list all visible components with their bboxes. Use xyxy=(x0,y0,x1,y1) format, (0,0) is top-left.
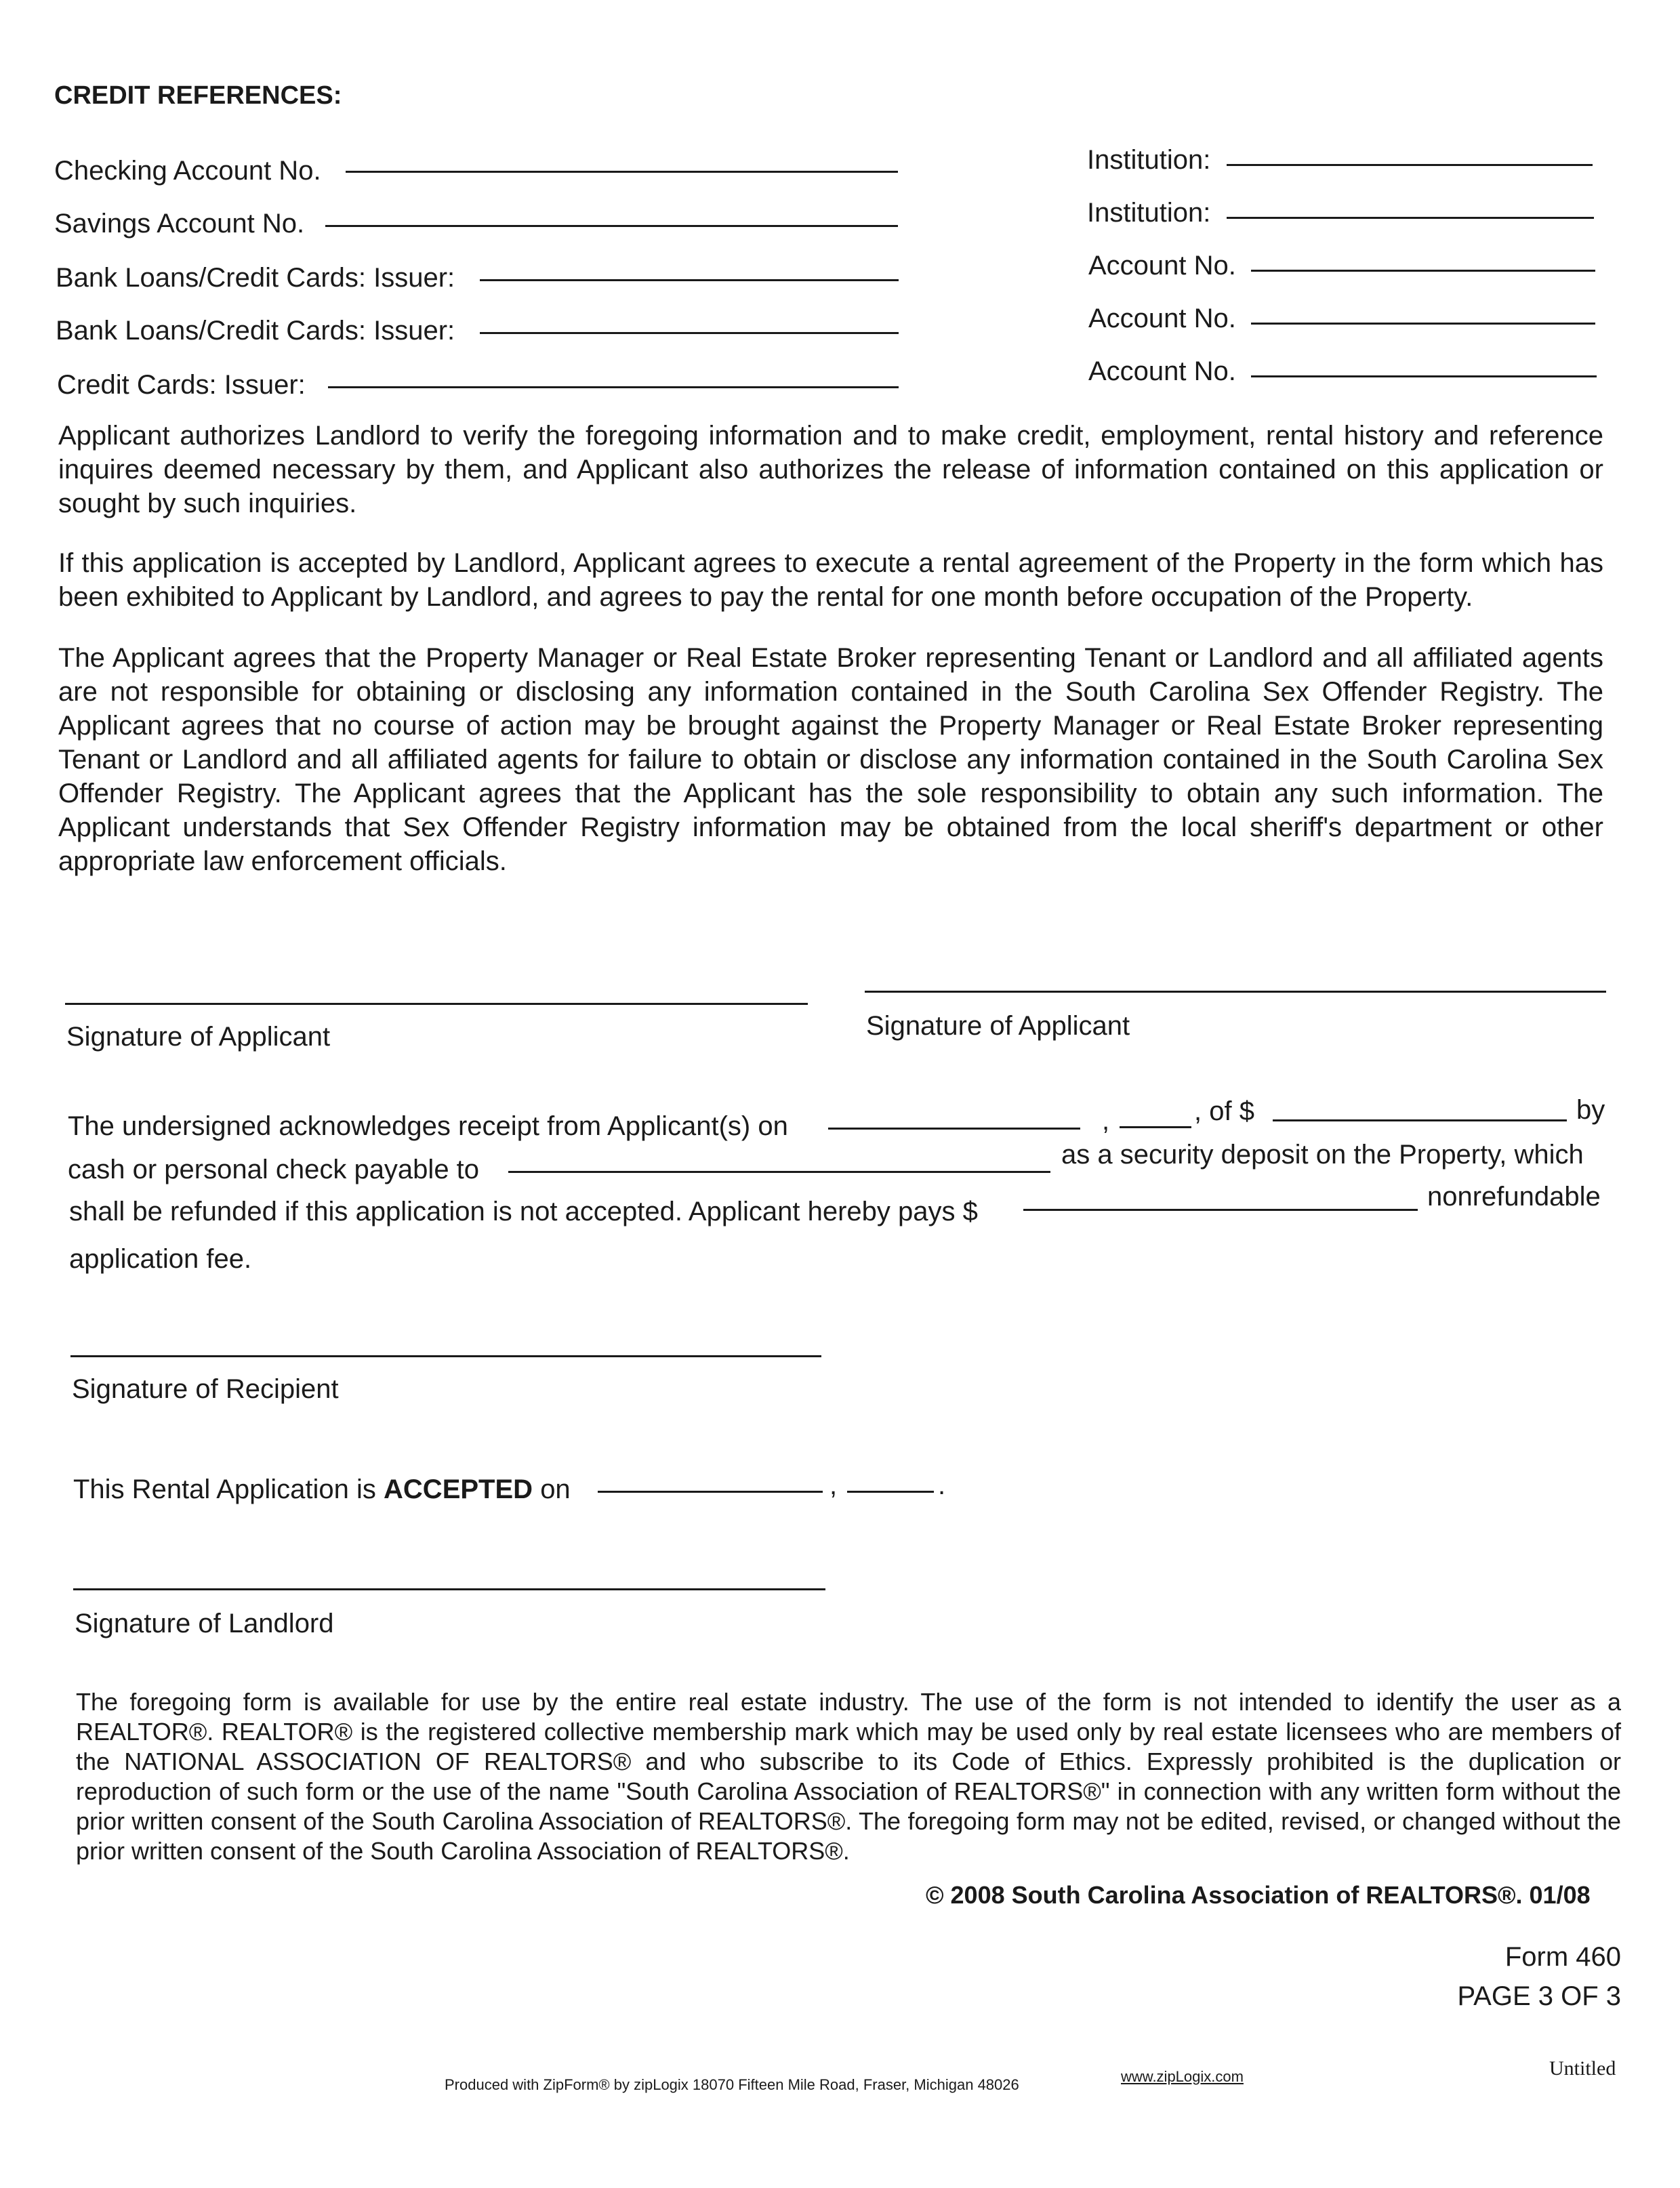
disclaimer-paragraph: The foregoing form is available for use by the entire real estate industry. The use of the form is not intended to identify the user as a REALTOR®. REALTOR® is the registered collective membership mark which may be used only by real estate licensees who are members of the NATIONAL ASSOCIATION OF REALTORS® and who subscribe to its Code of Ethics. Expressly prohibited is the duplication or reproduction of such form or the use of the name "South Carolina Association of REALTORS®" in connection with any written form without the prior written consent of the South Carolina Association of REALTORS®. The foregoing form may not be edited, revised, or changed without the prior written consent of the South Carolina Association of REALTORS®. xyxy=(76,1688,1621,1865)
bank-loans-issuer-field-2[interactable] xyxy=(480,332,899,334)
accepted-year-field[interactable] xyxy=(847,1491,934,1493)
receipt-year-field[interactable] xyxy=(1120,1126,1191,1128)
account-no-label-3: Account No. xyxy=(1088,356,1236,386)
application-fee-field[interactable] xyxy=(1023,1209,1418,1211)
institution-field-2[interactable] xyxy=(1227,217,1594,219)
account-no-field-2[interactable] xyxy=(1251,323,1595,325)
savings-account-field[interactable] xyxy=(325,225,898,227)
bank-loans-issuer-field-1[interactable] xyxy=(480,279,899,281)
applicant-signature-label-2: Signature of Applicant xyxy=(866,1011,1130,1041)
receipt-text-5: nonrefundable xyxy=(1427,1182,1601,1212)
receipt-text-1: The undersigned acknowledges receipt from Applicant(s) on xyxy=(68,1111,788,1141)
page-number: PAGE 3 OF 3 xyxy=(1457,1981,1621,2011)
bank-loans-issuer-label-1: Bank Loans/Credit Cards: Issuer: xyxy=(56,263,455,293)
accepted-bold-word: ACCEPTED xyxy=(384,1474,533,1504)
receipt-by: by xyxy=(1576,1095,1605,1125)
checking-account-field[interactable] xyxy=(346,171,898,173)
footer-untitled: Untitled xyxy=(1549,2057,1616,2080)
account-no-label-2: Account No. xyxy=(1088,304,1236,333)
receipt-of-dollar: , of $ xyxy=(1194,1096,1254,1126)
accepted-comma: , xyxy=(829,1470,838,1500)
applicant-signature-label-1: Signature of Applicant xyxy=(66,1022,331,1052)
recipient-signature-label: Signature of Recipient xyxy=(72,1374,339,1404)
credit-cards-issuer-field[interactable] xyxy=(328,386,899,388)
institution-label-1: Institution: xyxy=(1087,145,1211,175)
account-no-field-3[interactable] xyxy=(1251,375,1597,377)
checking-account-label: Checking Account No. xyxy=(54,156,321,186)
receipt-text-2: cash or personal check payable to xyxy=(68,1155,480,1184)
receipt-payee-field[interactable] xyxy=(508,1171,1050,1173)
footer-ziplogix-link[interactable]: www.zipLogix.com xyxy=(1121,2068,1244,2085)
receipt-text-6: application fee. xyxy=(69,1244,252,1274)
accepted-prefix: This Rental Application is xyxy=(73,1474,376,1504)
account-no-label-1: Account No. xyxy=(1088,251,1236,281)
savings-account-label: Savings Account No. xyxy=(54,209,305,239)
bank-loans-issuer-label-2: Bank Loans/Credit Cards: Issuer: xyxy=(56,316,455,346)
account-no-field-1[interactable] xyxy=(1251,270,1595,272)
receipt-date-field[interactable] xyxy=(828,1128,1080,1130)
landlord-signature-label: Signature of Landlord xyxy=(75,1609,334,1638)
accepted-suffix: on xyxy=(540,1474,571,1504)
applicant-signature-line-1[interactable] xyxy=(65,1003,808,1005)
institution-label-2: Institution: xyxy=(1087,198,1211,228)
accepted-statement xyxy=(73,1473,571,1506)
receipt-comma: , xyxy=(1102,1106,1110,1136)
receipt-amount-field[interactable] xyxy=(1273,1119,1567,1121)
credit-references-heading: CREDIT REFERENCES: xyxy=(54,81,342,110)
receipt-text-3: as a security deposit on the Property, which xyxy=(1061,1140,1584,1170)
credit-cards-issuer-label: Credit Cards: Issuer: xyxy=(57,370,306,400)
recipient-signature-line[interactable] xyxy=(70,1355,821,1357)
footer-produced-text: Produced with ZipForm® by zipLogix 18070 Fifteen Mile Road, Fraser, Michigan 48026 xyxy=(445,2076,1019,2093)
landlord-signature-line[interactable] xyxy=(73,1588,825,1590)
authorization-paragraph: Applicant authorizes Landlord to verify the foregoing information and to make credit, employment, rental history and reference inquires deemed necessary by them, and Applicant also authorizes the release of information contained on this application or sought by such inquiries. xyxy=(58,421,1603,518)
sex-offender-paragraph: The Applicant agrees that the Property Manager or Real Estate Broker representing Tenant or Landlord and all affiliated agents are not responsible for obtaining or disclosing any information contained in the South Carolina Sex Offender Registry. The Applicant agrees that no course of action may be brought against the Property Manager or Real Estate Broker representing Tenant or Landlord and all affiliated agents for failure to obtain or disclose any information contained in the South Carolina Sex Offender Registry. The Applicant agrees that the Applicant has the sole responsibility to obtain any such information. The Applicant understands that Sex Offender Registry information may be obtained from the local sheriff's department or other appropriate law enforcement officials. xyxy=(58,643,1603,876)
accepted-date-field[interactable] xyxy=(598,1491,823,1493)
form-number: Form 460 xyxy=(1504,1942,1621,1972)
institution-field-1[interactable] xyxy=(1227,164,1593,166)
copyright-notice: © 2008 South Carolina Association of REALTORS®. 01/08 xyxy=(926,1881,1591,1909)
accepted-period: . xyxy=(938,1470,946,1500)
applicant-signature-line-2[interactable] xyxy=(865,991,1606,993)
acceptance-paragraph: If this application is accepted by Landlord, Applicant agrees to execute a rental agreement of the Property in the form which has been exhibited to Applicant by Landlord, and agrees to pay the rental for one month before occupation of the Property. xyxy=(58,548,1603,612)
receipt-text-4: shall be refunded if this application is not accepted. Applicant hereby pays $ xyxy=(69,1197,978,1226)
